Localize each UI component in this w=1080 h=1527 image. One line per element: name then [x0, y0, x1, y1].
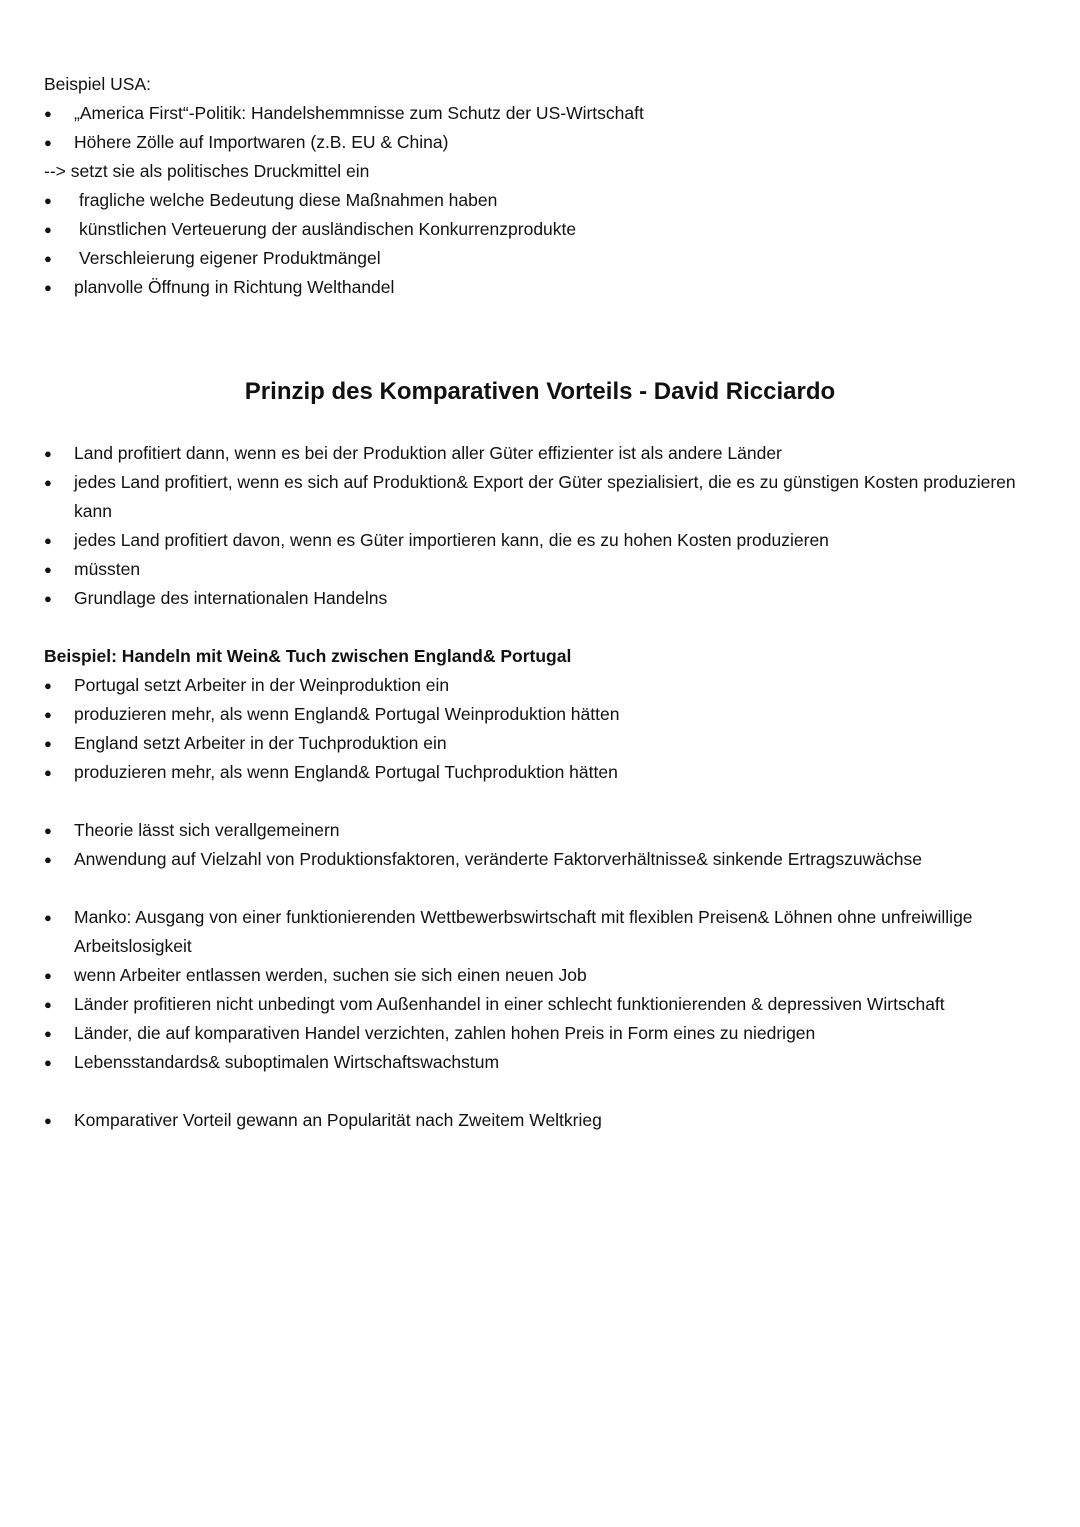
usa-example-title: Beispiel USA:	[44, 74, 151, 94]
list-item: ● Grundlage des internationalen Handelns	[44, 584, 1044, 613]
list-item: ● wenn Arbeiter entlassen werden, suchen sie sich einen neuen Job	[44, 961, 1044, 990]
list-item: ● jedes Land profitiert, wenn es sich auf Produktion& Export der Güter spezialisiert, die es zu günstigen Kosten produzieren kann	[44, 468, 1044, 526]
usa-arrow-note: --> setzt sie als politisches Druckmittel ein	[44, 161, 370, 181]
list-item: ● Länder profitieren nicht unbedingt vom Außenhandel in einer schlecht funktionierenden & depressiven Wirtschaft	[44, 990, 1044, 1019]
usa-bullet-list-a	[44, 99, 1044, 157]
list-item: ● Höhere Zölle auf Importwaren (z.B. EU & China)	[44, 128, 1044, 157]
list-item: ● künstlichen Verteuerung der ausländischen Konkurrenzprodukte	[44, 215, 1044, 244]
list-item: ● müssten	[44, 555, 1044, 584]
list-item: ● „America First“-Politik: Handelshemmnisse zum Schutz der US-Wirtschaft	[44, 99, 1044, 128]
list-item: ● Land profitiert dann, wenn es bei der Produktion aller Güter effizienter ist als andere Länder	[44, 439, 1044, 468]
list-item: ● Länder, die auf komparativen Handel verzichten, zahlen hohen Preis in Form eines zu niedrigen	[44, 1019, 1044, 1048]
principle-bullet-list	[44, 439, 1044, 613]
list-item: ● Komparativer Vorteil gewann an Popularität nach Zweitem Weltkrieg	[44, 1106, 1044, 1135]
list-item: ● planvolle Öffnung in Richtung Welthandel	[44, 273, 1044, 302]
list-item: ● Manko: Ausgang von einer funktionierenden Wettbewerbswirtschaft mit flexiblen Preisen& Löhnen ohne unfreiwillige Arbeitslosigkeit	[44, 903, 1044, 961]
section-heading: Prinzip des Komparativen Vorteils - David Ricciardo	[244, 378, 836, 405]
list-item: ● Lebensstandards& suboptimalen Wirtschaftswachstum	[44, 1048, 1044, 1077]
list-item: ● Anwendung auf Vielzahl von Produktionsfaktoren, veränderte Faktorverhältnisse& sinkende Ertragszuwächse	[44, 845, 1044, 874]
list-item: ● produzieren mehr, als wenn England& Portugal Tuchproduktion hätten	[44, 758, 1044, 787]
list-item: ● jedes Land profitiert davon, wenn es Güter importieren kann, die es zu hohen Kosten produzieren	[44, 526, 1044, 555]
example-bullet-list	[44, 671, 1044, 787]
example-title: Beispiel: Handeln mit Wein& Tuch zwischen England& Portugal	[44, 646, 572, 666]
usa-bullet-list-b	[44, 186, 1044, 273]
list-item: ● Portugal setzt Arbeiter in der Weinproduktion ein	[44, 671, 1044, 700]
list-item: ● Theorie lässt sich verallgemeinern	[44, 816, 1044, 845]
list-item: ● produzieren mehr, als wenn England& Portugal Weinproduktion hätten	[44, 700, 1044, 729]
document-content	[44, 70, 1044, 1135]
list-item: ● Verschleierung eigener Produktmängel	[44, 244, 1044, 273]
manko-bullet-list	[44, 903, 1044, 1077]
list-item: ● England setzt Arbeiter in der Tuchproduktion ein	[44, 729, 1044, 758]
usa-bullet-list-c	[44, 273, 1044, 302]
popularity-bullet-list	[44, 1106, 1044, 1135]
theory-bullet-list	[44, 816, 1044, 874]
list-item: ● fragliche welche Bedeutung diese Maßnahmen haben	[44, 186, 1044, 215]
